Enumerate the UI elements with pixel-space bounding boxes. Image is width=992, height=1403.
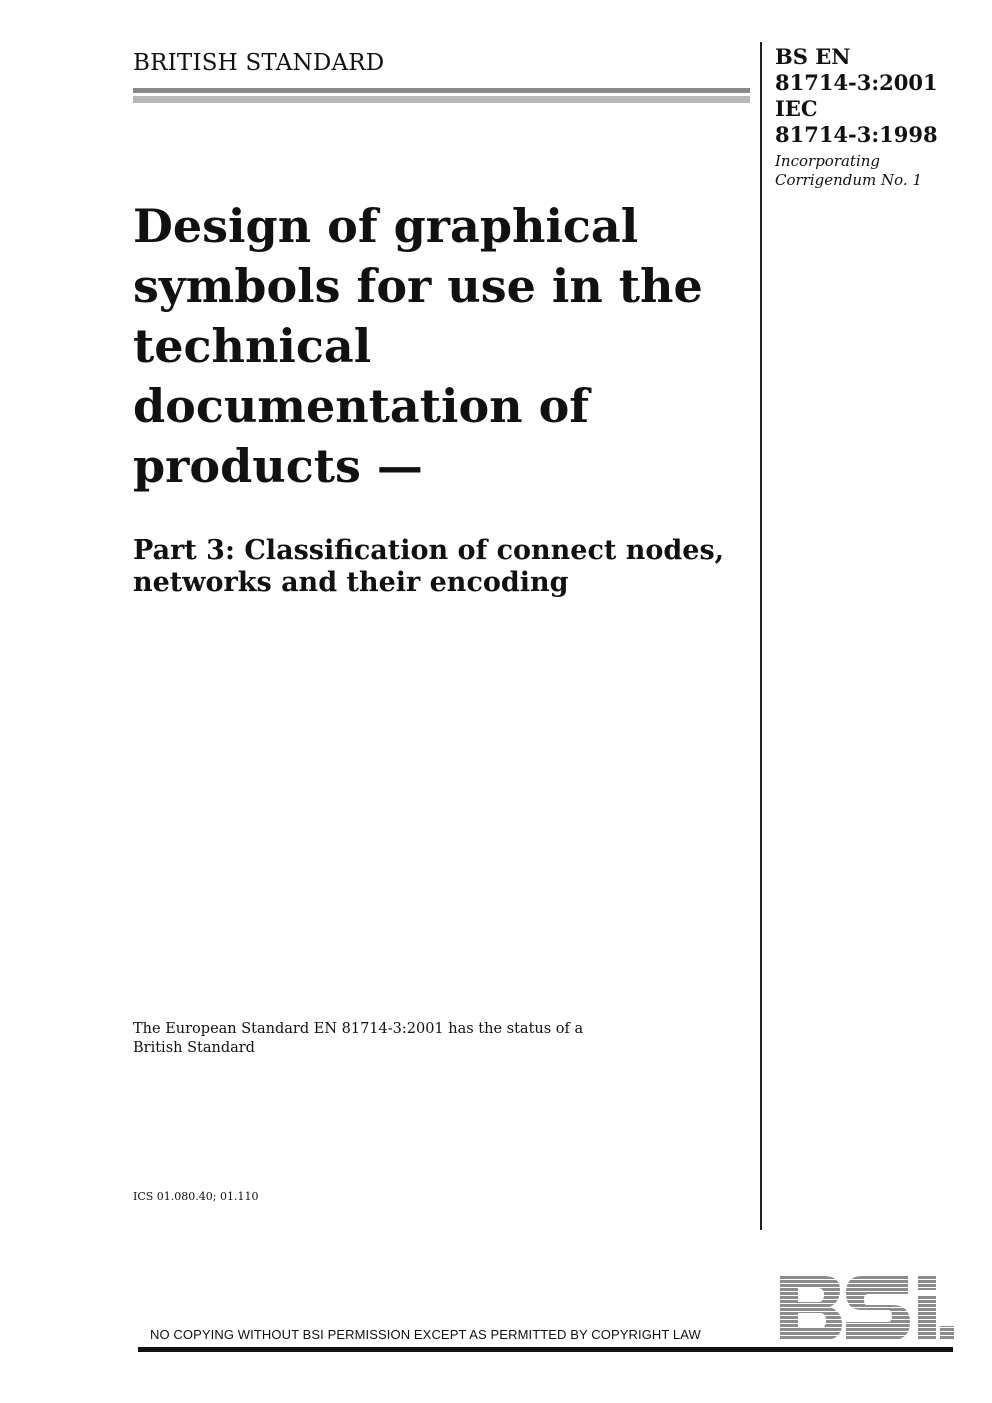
standard-number xyxy=(775,44,938,148)
status-line: British Standard xyxy=(133,1040,255,1056)
title-line: technical xyxy=(133,319,372,373)
title-line: Design of graphical xyxy=(133,199,639,253)
ics-code: ICS 01.080.40; 01.110 xyxy=(133,1190,259,1203)
corrigendum-note xyxy=(775,152,922,190)
corrigendum-line: Corrigendum No. 1 xyxy=(775,171,923,189)
header-rule-dark xyxy=(133,88,750,93)
document-title xyxy=(133,196,748,496)
copyright-notice: NO COPYING WITHOUT BSI PERMISSION EXCEPT AS PERMITTED BY COPYRIGHT LAW xyxy=(150,1327,701,1342)
status-line: The European Standard EN 81714-3:2001 has the status of a xyxy=(133,1021,584,1037)
title-line: symbols for use in the xyxy=(133,259,703,313)
part-title xyxy=(133,535,753,599)
title-line: products — xyxy=(133,439,423,493)
part-title-line: networks and their encoding xyxy=(133,567,569,598)
series-label: BRITISH STANDARD xyxy=(133,50,385,76)
column-divider xyxy=(760,42,762,1230)
standard-number-line: IEC xyxy=(775,96,818,121)
title-line: documentation of xyxy=(133,379,590,433)
bsi-logo xyxy=(780,1276,956,1340)
standard-number-line: 81714-3:1998 xyxy=(775,122,938,147)
part-title-line: Part 3: Classification of connect nodes, xyxy=(133,535,725,566)
status-statement xyxy=(133,1020,583,1058)
footer-rule xyxy=(138,1347,953,1352)
header-rule-light xyxy=(133,96,750,103)
standard-number-line: BS EN xyxy=(775,44,851,69)
corrigendum-line: Incorporating xyxy=(775,152,881,170)
standard-number-line: 81714-3:2001 xyxy=(775,70,938,95)
